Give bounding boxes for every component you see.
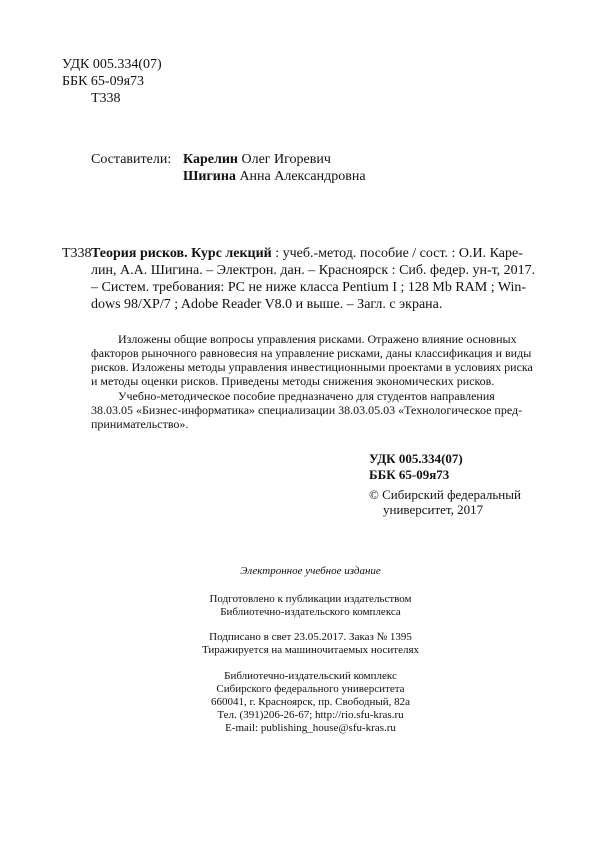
abstract-line-1: Изложены общие вопросы управления рисками. Отражено влияние основных: [118, 332, 517, 346]
copyright-line-1: © Сибирский федеральный: [369, 487, 521, 502]
publisher-email: E-mail: publishing_house@sfu-kras.ru: [225, 722, 396, 734]
abstract-line-6: 38.03.05 «Бизнес-информатика» специализации 38.03.05.03 «Технологическое пред-: [91, 403, 523, 417]
signed-line: Подписано в свет 23.05.2017. Заказ № 1395: [209, 631, 412, 643]
compiler-2-name: Анна Александровна: [239, 169, 366, 184]
copies-line: Тиражируется на машиночитаемых носителях: [201, 644, 420, 656]
udc-code-bottom: УДК 005.334(07): [369, 451, 463, 466]
publisher-contacts: Тел. (391)206-26-67; http://rio.sfu-kras.ru: [217, 709, 404, 721]
bib-line-2: лин, А.А. Шигина. – Электрон. дан. – Красноярск : Сиб. федер. ун-т, 2017.: [91, 263, 536, 278]
prepared-line-1: Подготовлено к публикации издательством: [209, 593, 412, 605]
publisher-address: 660041, г. Красноярск, пр. Свободный, 82а: [210, 696, 411, 708]
abstract-line-5: Учебно-методическое пособие предназначено для студентов направления: [118, 389, 495, 403]
prepared-line-2: Библиотечно-издательского комплекса: [220, 606, 401, 618]
edition-type: Электронное учебное издание: [240, 565, 381, 577]
abstract-line-4: и методы оценки рисков. Приведены методы снижения экономических рисков.: [91, 374, 495, 388]
udc-code: УДК 005.334(07): [62, 57, 162, 72]
bib-mark: Т338: [62, 246, 92, 261]
abstract-line-7: принимательство».: [91, 417, 189, 431]
copyright-line-2: университет, 2017: [383, 502, 484, 517]
bib-line-3: – Систем. требования: PC не ниже класса Pentium I ; 128 Mb RAM ; Win-: [91, 280, 527, 295]
abstract-line-2: факторов рыночного равновесия на управление рисками, даны классификация и виды: [91, 346, 532, 360]
publisher-line-2: Сибирского федерального университета: [216, 683, 405, 695]
publisher-line-1: Библиотечно-издательский комплекс: [224, 670, 397, 682]
compiler-2: [183, 168, 366, 185]
bib-line-4: dows 98/XP/7 ; Adobe Reader V8.0 и выше. – Загл. с экрана.: [91, 297, 443, 312]
compilers-label: Составители:: [91, 152, 172, 167]
bib-line-1: [91, 245, 523, 262]
compiler-2-surname: Шигина: [183, 169, 236, 184]
abstract-line-3: рисков. Изложены методы управления инвестиционными проектами в условиях риска: [91, 360, 533, 374]
book-title: Теория рисков. Курс лекций: [91, 246, 272, 261]
compiler-1-name: Олег Игоревич: [241, 152, 331, 167]
bbk-code: ББК 65-09я73: [62, 74, 145, 89]
compiler-1-surname: Карелин: [183, 152, 238, 167]
compiler-1: [183, 151, 331, 168]
author-mark: Т338: [91, 91, 121, 106]
bbk-code-bottom: ББК 65-09я73: [369, 467, 450, 482]
bib-line-1-rest: : учеб.-метод. пособие / сост. : О.И. Каре-: [271, 246, 523, 261]
